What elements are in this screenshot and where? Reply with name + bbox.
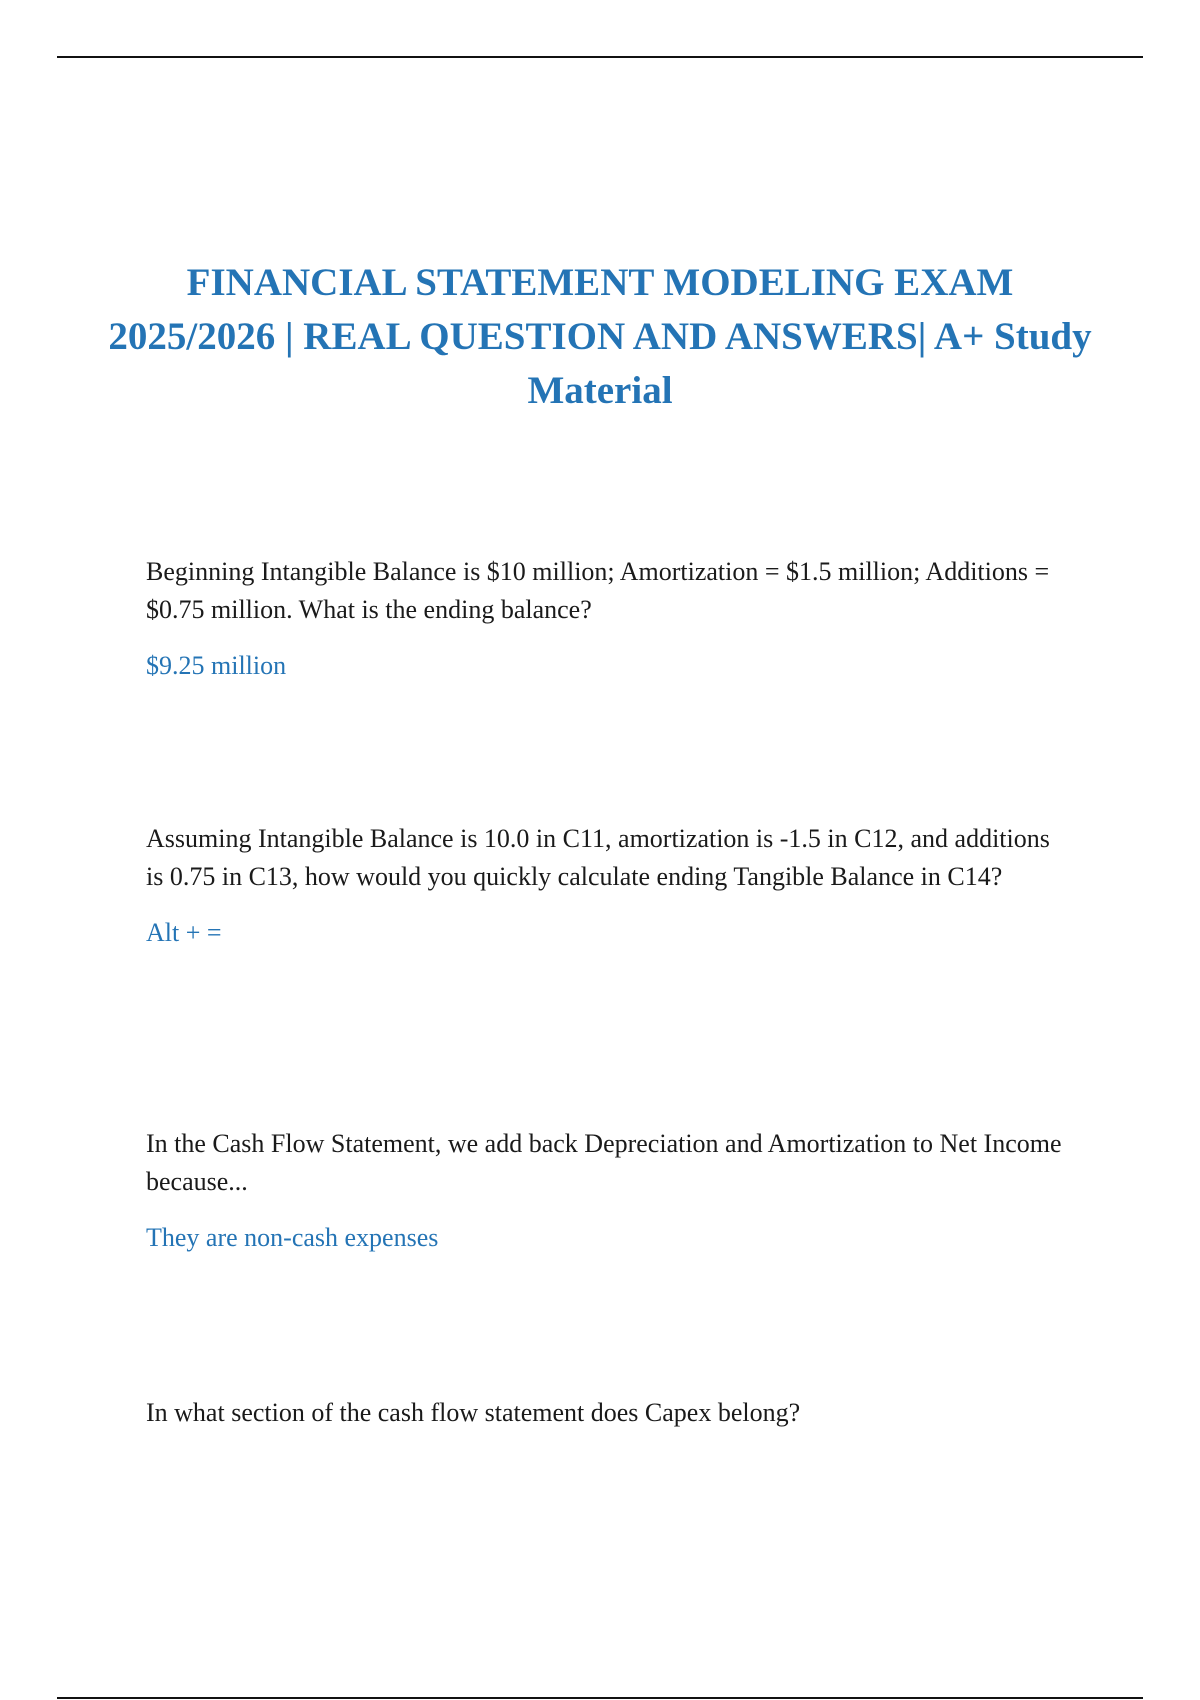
qa-item-2 <box>146 820 1066 952</box>
qa-item-3 <box>146 1125 1066 1257</box>
top-divider <box>57 56 1143 58</box>
document-title: FINANCIAL STATEMENT MODELING EXAM 2025/2026 | REAL QUESTION AND ANSWERS| A+ Study Material <box>108 261 1092 412</box>
question-text: In what section of the cash flow statement does Capex belong? <box>146 1398 801 1427</box>
answer-text: $9.25 million <box>146 651 287 680</box>
answer-text: Alt + = <box>146 918 222 947</box>
bottom-divider <box>57 1697 1143 1699</box>
answer-text: They are non-cash expenses <box>146 1223 439 1252</box>
qa-item-1 <box>146 553 1066 685</box>
qa-item-4 <box>146 1394 1066 1432</box>
question-text: Beginning Intangible Balance is $10 million; Amortization = $1.5 million; Additions = $0.75 million. What is the ending balance? <box>146 557 1050 624</box>
question-text: Assuming Intangible Balance is 10.0 in C11, amortization is -1.5 in C12, and additions is 0.75 in C13, how would you quickly calculate ending Tangible Balance in C14? <box>146 824 1050 891</box>
question-text: In the Cash Flow Statement, we add back Depreciation and Amortization to Net Income because... <box>146 1129 1062 1196</box>
